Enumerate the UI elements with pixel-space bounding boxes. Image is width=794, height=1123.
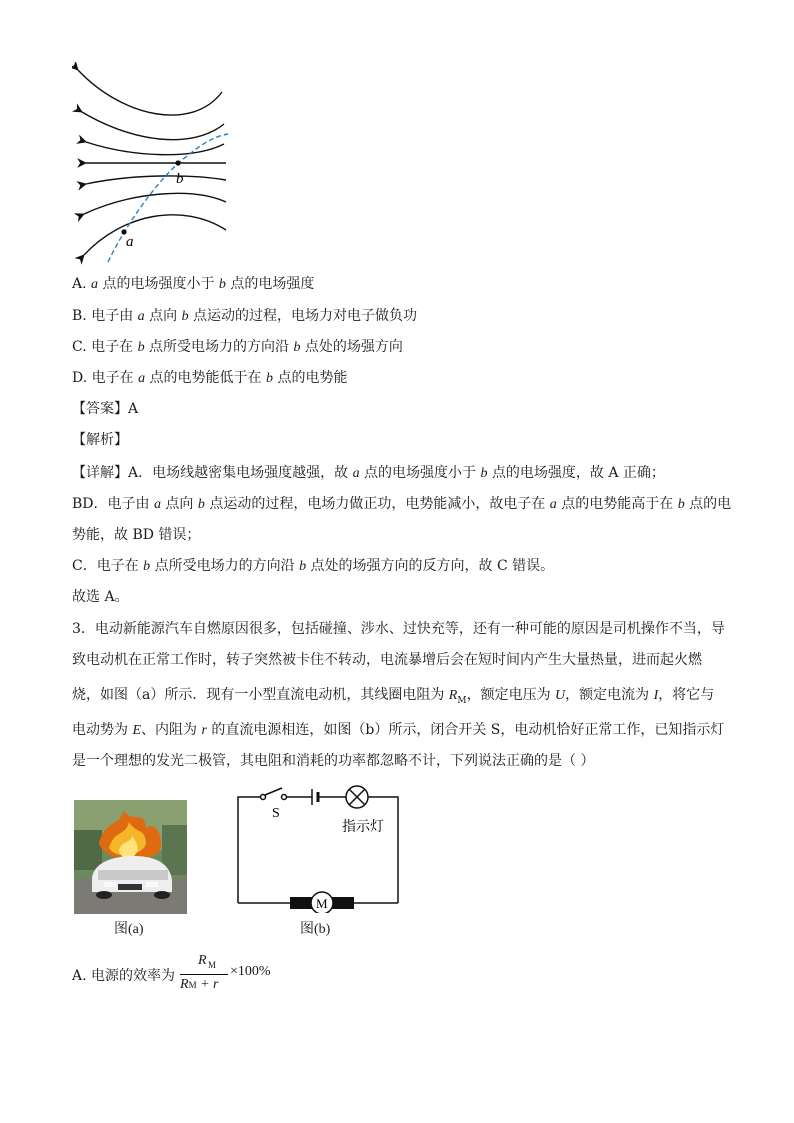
field-line <box>86 176 226 184</box>
field-line <box>84 193 226 214</box>
q3-line-4: 电动势为 E、内阻为 r 的直流电源相连，如图（b）所示，闭合开关 S，电动机恰好正常工作，已知指示灯 <box>72 722 725 738</box>
detail-line-1: 【详解】A．电场线越密集电场强度越强，故 a 点的电场强度小于 b 点的电场强度，故 A 正确； <box>72 465 665 481</box>
analysis-label: 【解析】 <box>72 432 128 448</box>
q3-line-1: 3．电动新能源汽车自燃原因很多，包括碰撞、涉水、过快充等，还有一种可能的原因是司机操作不当，导 <box>72 621 725 637</box>
detail-conclusion: 故选 A。 <box>72 589 129 605</box>
option-d: D. 电子在 a 点的电势能低于在 b 点的电势能 <box>72 370 348 386</box>
answer-line <box>72 399 138 419</box>
point-b-dot <box>175 160 180 165</box>
electric-field-diagram <box>72 62 242 267</box>
detail-line-2: BD．电子由 a 点向 b 点运动的过程，电场力做正功，电势能减小，故电子在 a 点的电势能高于在 b 点的电 <box>72 496 732 512</box>
field-line <box>78 70 222 115</box>
option-a-prefix: A. 电源的效率为 <box>72 968 176 984</box>
q3-line-5: 是一个理想的发光二极管，其电阻和消耗的功率都忽略不计，下列说法正确的是（ ） <box>72 753 595 769</box>
point-a-label: a <box>126 234 134 250</box>
circuit-diagram <box>232 783 407 913</box>
field-line <box>82 112 224 140</box>
option-c: C. 电子在 b 点所受电场力的方向沿 b 点处的场强方向 <box>72 339 403 355</box>
motor-label: M <box>316 896 328 911</box>
answer-value: A <box>128 401 139 417</box>
option-b: B. 电子由 a 点向 b 点运动的过程，电场力对电子做负功 <box>72 308 418 324</box>
figure-b-caption: 图(b) <box>300 922 331 937</box>
switch-blade <box>265 788 282 795</box>
q3-line-3: 烧，如图（a）所示．现有一小型直流电动机，其线圈电阻为 $R_M$，额定电压为 U，额定电流为 I，将它与 <box>72 687 715 706</box>
figure-a-caption: 图(a) <box>114 922 144 937</box>
burning-car-photo <box>74 800 187 914</box>
point-b-label: b <box>176 171 184 187</box>
detail-line-4: C．电子在 b 点所受电场力的方向沿 b 点处的场强方向的反方向，故 C 错误。 <box>72 558 555 574</box>
option-a: A. a 点的电场强度小于 b 点的电场强度 <box>72 276 315 292</box>
q3-line-2: 致电动机在正常工作时，转子突然被卡住不转动，电流暴增后会在短时间内产生大量热量，进而起火燃 <box>72 652 702 668</box>
percent-suffix: ×100% <box>230 964 271 979</box>
detail-line-3: 势能，故 BD 错误； <box>72 527 201 543</box>
field-line <box>84 215 226 255</box>
answer-label: 【答案】 <box>72 401 128 417</box>
fraction-denominator: RM + r <box>180 977 219 992</box>
lamp-label: 指示灯 <box>342 818 384 834</box>
fraction-bar <box>180 974 228 975</box>
switch-label: S <box>272 806 280 821</box>
